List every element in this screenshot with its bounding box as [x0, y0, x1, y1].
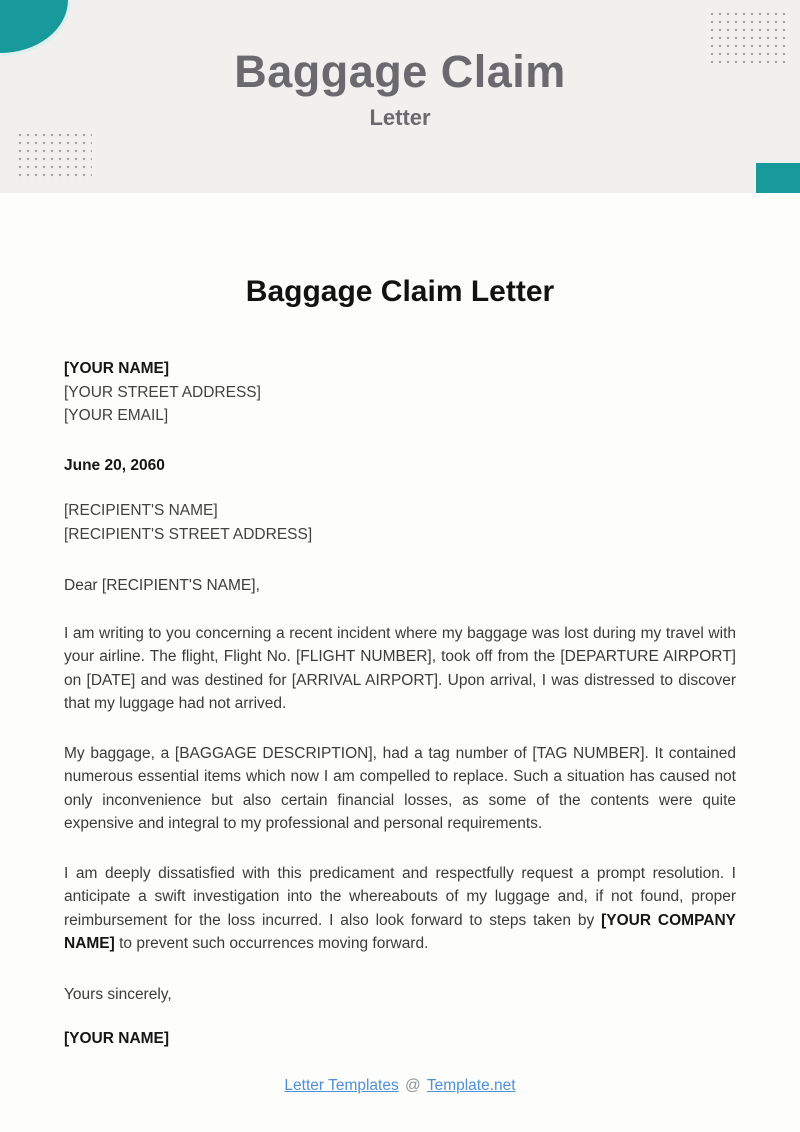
recipient-street-address-placeholder: [RECIPIENT'S STREET ADDRESS] [64, 525, 313, 543]
teal-bar-decoration [756, 163, 800, 193]
paragraph-baggage-details: My baggage, a [BAGGAGE DESCRIPTION], had a tag number of [TAG NUMBER]. It contained numerous essential items which now I am compelled to replace. Such a situation has caused not only inconvenience but also certain financial losses, as some of the contents were quite expensive and integral to my professional and personal requirements. [64, 744, 736, 832]
signature-name-placeholder: [YOUR NAME] [64, 1030, 170, 1047]
sender-email-placeholder: [YOUR EMAIL] [64, 407, 169, 424]
paragraph-incident-description: I am writing to you concerning a recent incident where my baggage was lost during my travel with your airline. The flight, Flight No. [FLIGHT NUMBER], took off from the [DEPARTURE AIRPORT] on [DATE] and was destined for [ARRIVAL AIRPORT]. Upon arrival, I was distressed to discover that my luggage had not arrived. [64, 624, 736, 712]
letter-templates-link[interactable]: Letter Templates [284, 1076, 399, 1094]
company-name-placeholder: [YOUR COMPANY NAME] [64, 911, 736, 952]
template-net-link[interactable]: Template.net [426, 1076, 516, 1094]
header-banner [0, 0, 800, 193]
sender-block [64, 357, 736, 428]
banner-subtitle: Letter [369, 105, 431, 130]
letter-date: June 20, 2060 [64, 456, 165, 474]
sender-street-address-placeholder: [YOUR STREET ADDRESS] [64, 383, 261, 401]
letter-body [0, 193, 800, 1051]
paragraph-resolution-request [64, 862, 736, 956]
recipient-block [64, 499, 736, 546]
dots-pattern-top-right [708, 10, 786, 64]
recipient-name-placeholder: [RECIPIENT'S NAME] [64, 502, 218, 519]
footer-separator: @ [405, 1076, 421, 1094]
banner-title: Baggage Claim [234, 46, 566, 97]
closing-line: Yours sincerely, [64, 985, 172, 1003]
dots-pattern-bottom-left [16, 131, 92, 177]
resolution-text-before: I am deeply dissatisfied with this predicament and respectfully request a prompt resolution. I anticipate a swift investigation into the whereabouts of my luggage and, if not found, proper reimbursement for the loss incurred. I also look forward to steps taken by [64, 864, 736, 929]
document-title: Baggage Claim Letter [245, 275, 555, 308]
resolution-text-after: to prevent such occurrences moving forward. [114, 935, 429, 952]
page-footer [0, 1075, 800, 1097]
sender-name-placeholder: [YOUR NAME] [64, 360, 170, 377]
salutation: Dear [RECIPIENT'S NAME], [64, 577, 260, 594]
